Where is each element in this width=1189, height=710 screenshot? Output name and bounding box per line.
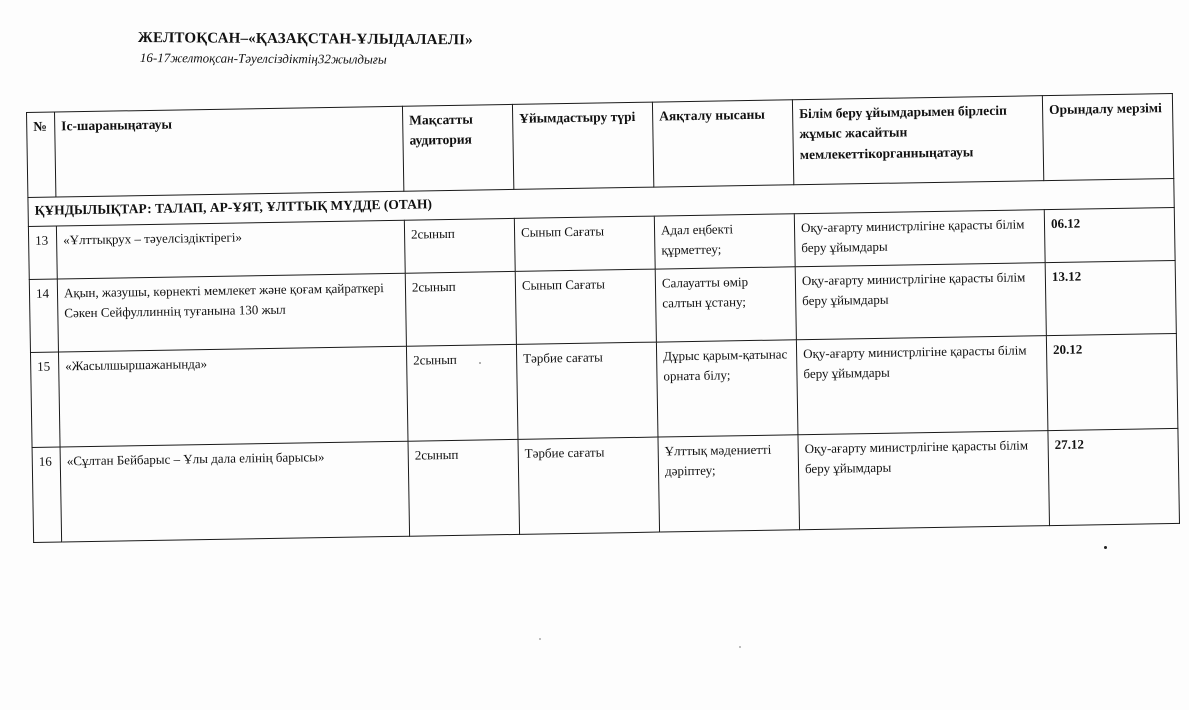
row-agency: Оқу-ағарту министрлігіне қарасты білім беру ұйымдары	[798, 431, 1050, 530]
row-audience: 2сынып	[408, 439, 520, 536]
row-agency: Оқу-ағарту министрлігіне қарасты білім беру ұйымдары	[795, 263, 1046, 340]
row-form: Тәрбие сағаты	[518, 437, 660, 534]
row-outcome: Дұрыс қарым-қатынас орната білу;	[656, 340, 798, 437]
row-outcome: Салауатты өмір салтын ұстану;	[655, 267, 796, 342]
row-audience: 2сынып	[405, 271, 516, 346]
header-event-name: Іс-шараныңатауы	[55, 106, 404, 197]
row-audience: 2сынып	[404, 218, 515, 273]
header-outcome-form: Аяқталу нысаны	[652, 100, 793, 187]
scan-speck	[1104, 546, 1107, 549]
scan-speck	[479, 362, 481, 364]
row-number: 16	[32, 447, 62, 542]
row-number: 15	[30, 352, 60, 447]
events-table-wrapper	[26, 93, 1179, 543]
row-date: 27.12	[1048, 428, 1180, 525]
row-event: Ақын, жазушы, көрнекті мемлекет және қоғам қайраткері Сәкен Сейфуллиннің туғанына 130 жыл	[57, 273, 406, 352]
row-agency: Оқу-ағарту министрлігіне қарасты білім беру ұйымдары	[796, 336, 1048, 435]
row-event: «Жасылшыршажанында»	[58, 346, 408, 447]
row-date: 20.12	[1046, 333, 1178, 430]
row-event: «Сұлтан Бейбарыс – Ұлы дала елінің барысы»	[60, 441, 410, 542]
row-number: 13	[28, 226, 57, 279]
row-form: Тәрбие сағаты	[516, 342, 658, 439]
scan-speck	[739, 646, 741, 648]
events-table	[26, 93, 1180, 543]
row-form: Сынып Сағаты	[515, 269, 656, 344]
scan-speck	[539, 638, 541, 640]
header-organization-form: Ұйымдастыру түрі	[512, 102, 653, 189]
row-outcome: Адал еңбекті құрметтеу;	[654, 214, 795, 269]
header-deadline: Орындалу мерзімі	[1042, 93, 1173, 180]
header-partner-agency: Білім беру ұйымдарымен бірлесіп жұмыс жасайтын мемлекеттікорганныңатауы	[792, 96, 1043, 185]
row-outcome: Ұлттық мәдениетті дәріптеу;	[658, 435, 800, 532]
section-title: ҚҰНДЫЛЫҚТАР: ТАЛАП, АР-ҰЯТ, ҰЛТТЫҚ МҮДДЕ (ОТАН)	[28, 178, 1174, 226]
row-date: 06.12	[1044, 207, 1175, 262]
header-audience: Мақсатты аудитория	[402, 104, 513, 191]
row-form: Сынып Сағаты	[514, 216, 655, 271]
table-row	[32, 428, 1179, 542]
header-number: №	[27, 112, 56, 197]
row-audience: 2сынып	[406, 344, 518, 441]
row-agency: Оқу-ағарту министрлігіне қарасты білім беру ұйымдары	[794, 210, 1045, 267]
document-title: ЖЕЛТОҚСАН–«ҚАЗАҚСТАН-ҰЛЫДАЛАЕЛІ»	[137, 30, 473, 49]
row-event: «Ұлттықрух – тәуелсіздіктірегі»	[56, 220, 405, 279]
row-date: 13.12	[1045, 260, 1176, 335]
row-number: 14	[29, 279, 58, 352]
document-subtitle: 16-17желтоқсан-Тәуелсіздіктің32жылдығы	[139, 50, 387, 67]
